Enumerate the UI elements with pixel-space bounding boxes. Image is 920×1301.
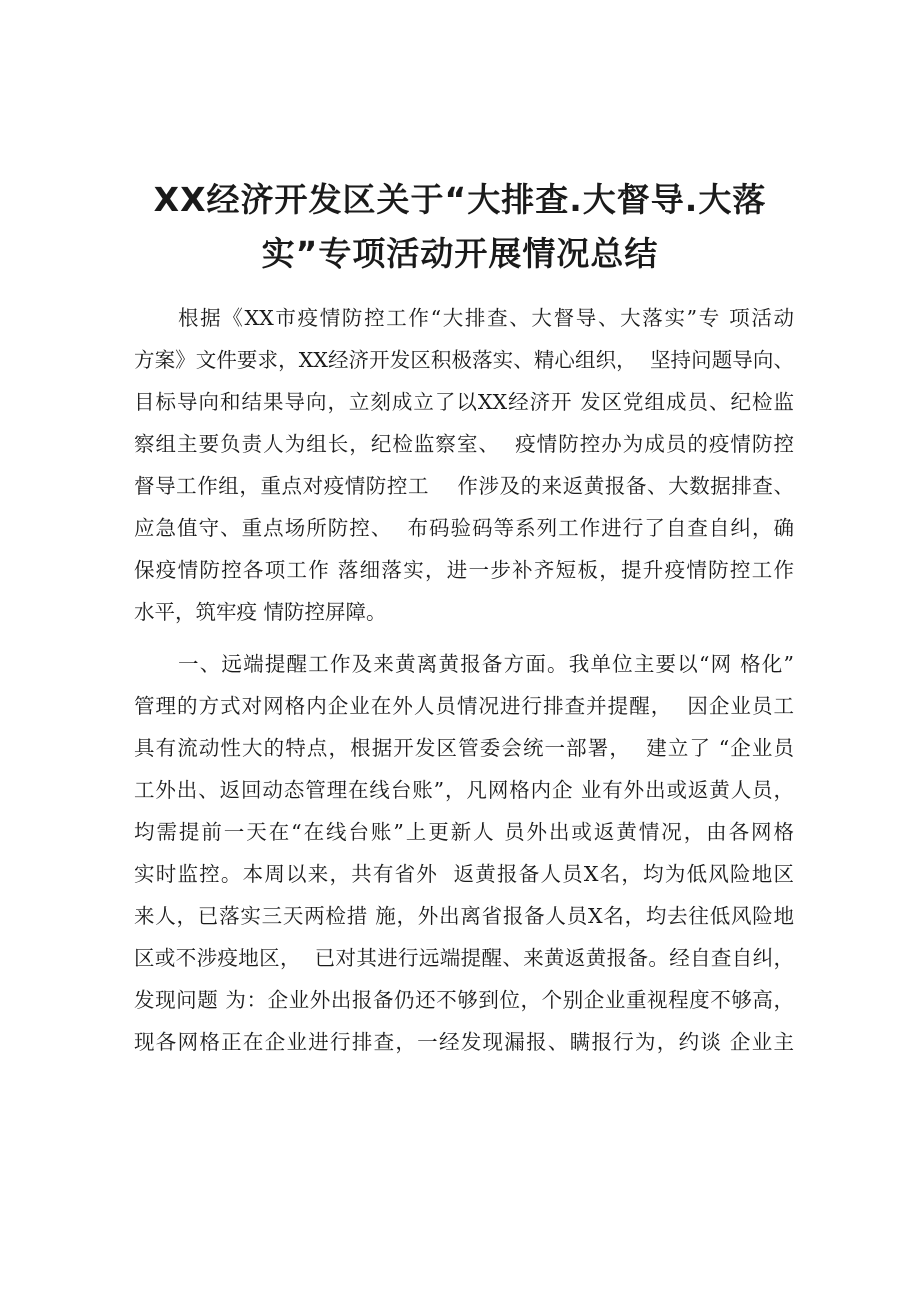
text-line: 具有流动性大的特点，根据开发区管委会统一部署， 建立了 “企业员 [134,736,794,760]
text-line: 保疫情防控各项工作 落细落实，进一步补齐短板，提升疫情防控工作 [134,558,794,582]
text-line: 根据《XX市疫情防控工作“大排查、大督导、大落实”专 项活动 [178,306,794,330]
text-line: 一、远端提醒工作及来黄离黄报备方面。我单位主要以“网 格化” [178,652,794,676]
text-line: 察组主要负责人为组长，纪检监察室、 疫情防控办为成员的疫情防控 [134,432,794,456]
text-line: 区或不涉疫地区， 已对其进行远端提醒、来黄返黄报备。经自查自纠， [134,946,794,970]
text-line: 现各网格正在企业进行排查，一经发现漏报、瞒报行为，约谈 企业主 [134,1030,794,1054]
document-title-line-1: XX经济开发区关于“大排查.大督导.大落 [153,180,767,219]
text-line: 目标导向和结果导向，立刻成立了以XX经济开 发区党组成员、纪检监 [134,390,794,414]
text-line: 均需提前一天在“在线台账”上更新人 员外出或返黄情况，由各网格 [134,820,794,844]
text-line: 应急值守、重点场所防控、 布码验码等系列工作进行了自查自纠，确 [134,516,794,540]
text-line: 来人，已落实三天两检措 施，外出离省报备人员X名，均去往低风险地 [134,904,794,928]
document-title-line-2: 实”专项活动开展情况总结 [261,234,659,273]
text-line: 管理的方式对网格内企业在外人员情况进行排查并提醒， 因企业员工 [134,694,794,718]
text-line: 督导工作组，重点对疫情防控工 作涉及的来返黄报备、大数据排查、 [134,474,794,498]
text-line: 工外出、返回动态管理在线台账”，凡网格内企 业有外出或返黄人员， [134,778,794,802]
text-line: 方案》文件要求，XX经济开发区积极落实、精心组织， 坚持问题导向、 [134,348,794,372]
text-line: 发现问题 为：企业外出报备仍还不够到位，个别企业重视程度不够高， [134,988,794,1012]
text-line: 水平，筑牢疫 情防控屏障。 [134,600,387,624]
text-line: 实时监控。本周以来，共有省外 返黄报备人员X名，均为低风险地区 [134,862,794,886]
